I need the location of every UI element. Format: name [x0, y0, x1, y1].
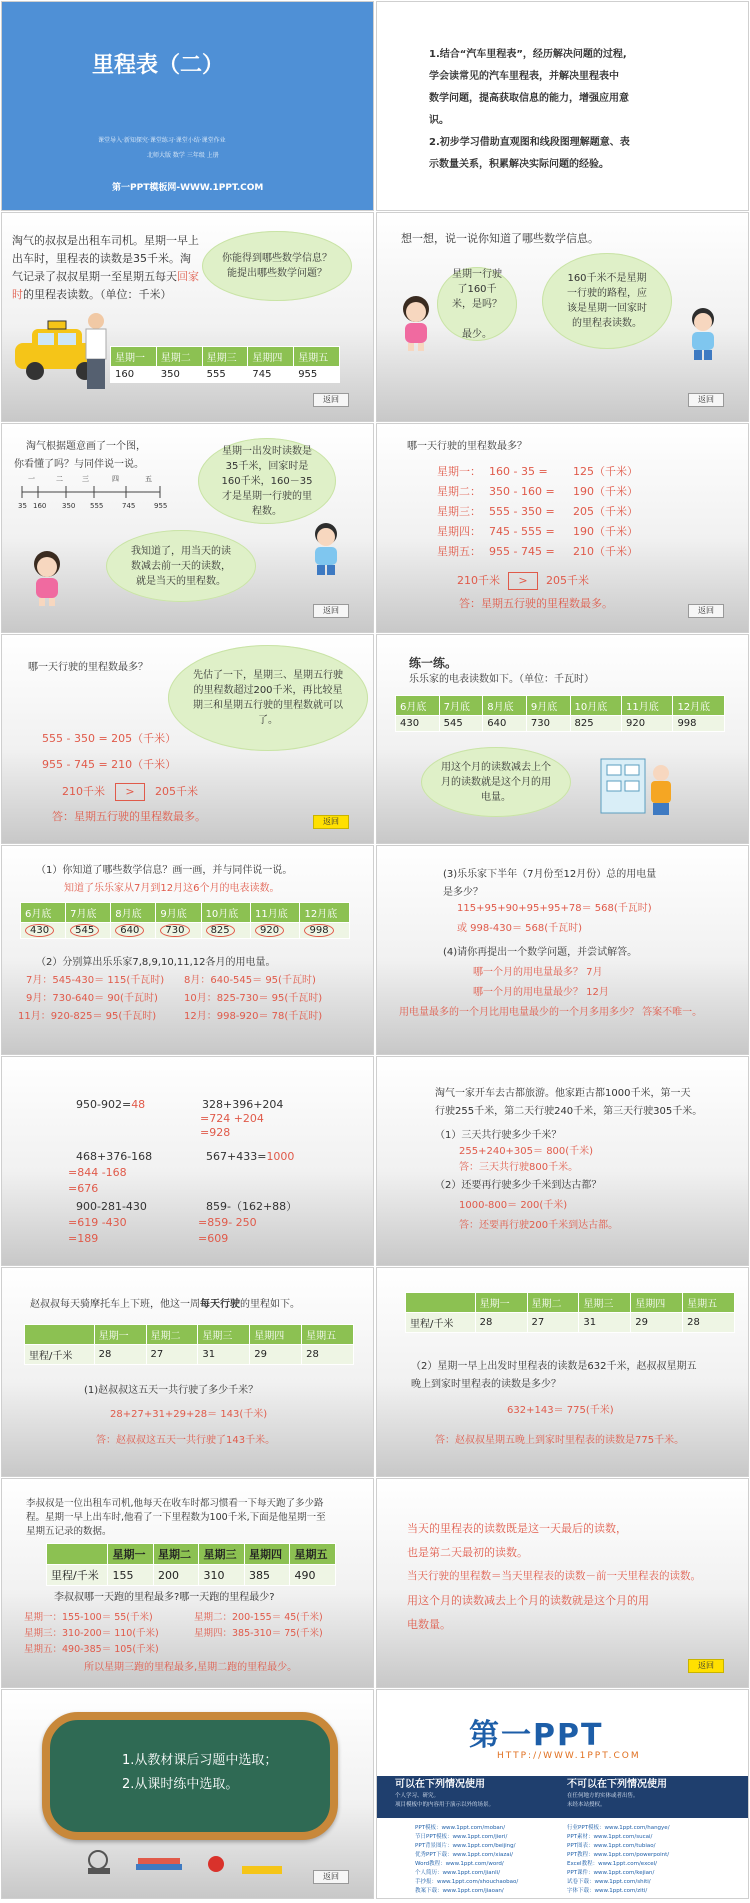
table-cell: 28: [302, 1345, 354, 1365]
expression: 900-281-430: [76, 1200, 147, 1213]
diagram-day: 四: [112, 475, 119, 483]
explain-bubble: 星期一出发时读数是35千米，回家时是160千米，160－35才是星期一行驶的里程数。: [198, 438, 336, 524]
resource-link[interactable]: 手抄报：www.1ppt.com/shouchaobao/: [415, 1879, 519, 1885]
table-header: 星期三: [202, 347, 248, 367]
calc-row: 28+27+31+29+28＝ 143(千米): [110, 1409, 268, 1420]
table-header: 星期三: [579, 1293, 631, 1313]
slide-diagram: [1, 423, 374, 633]
question-text: （2）分别算出乐乐家7,8,9,10,11,12各月的用电量。: [36, 957, 276, 968]
resource-link[interactable]: 教案下载：www.1ppt.com/jiaoan/: [415, 1888, 504, 1894]
question-text: (3)乐乐家下半年（7月份至12月份）总的用电量: [443, 869, 657, 880]
table-header: 星期四: [631, 1293, 683, 1313]
boy-illustration: [683, 305, 723, 361]
problem-line: 出车时，里程表的读数是35千米。淘: [12, 252, 191, 265]
expression-step: =189: [68, 1232, 99, 1245]
mileage-table: [24, 1324, 354, 1365]
table-header: 星期五: [302, 1325, 354, 1345]
diagram-number: 350: [62, 502, 76, 510]
answer-text: 答：赵叔叔这五天一共行驶了143千米。: [96, 1435, 276, 1446]
calc-row: 星期四： 745 - 555 = 190（千米）: [437, 525, 638, 538]
back-button[interactable]: 返回: [313, 393, 349, 407]
slide-trip: [376, 1056, 749, 1266]
resource-link[interactable]: PPT背景图片：www.1ppt.com/beijing/: [415, 1843, 516, 1849]
table-cell: 385: [244, 1565, 290, 1586]
table-header: 星期一: [94, 1325, 146, 1345]
table-cell: 31: [579, 1313, 631, 1333]
question-text: （2）星期一早上出发时里程表的读数是632千米，赵叔叔星期五: [411, 1361, 697, 1372]
slide-estimate: [1, 634, 374, 844]
table-cell: 998: [300, 923, 350, 939]
resource-link[interactable]: Excel教程：www.1ppt.com/excel/: [567, 1861, 658, 1867]
diagram-number: 160: [33, 502, 47, 510]
expression-step: =619 -430: [68, 1216, 127, 1229]
table-header: 8月底: [483, 696, 527, 716]
table-header: 11月底: [621, 696, 672, 716]
slide-title-site: 第一PPT模板网-WWW.1PPT.COM: [112, 183, 264, 193]
question-text: （2）还要再行驶多少千米到达古都？: [435, 1180, 602, 1191]
mileage-table: [110, 346, 340, 383]
resource-link[interactable]: PPT素材：www.1ppt.com/sucai/: [567, 1834, 653, 1840]
diagram-number: 555: [90, 502, 104, 510]
table-cell: 28: [94, 1345, 146, 1365]
girl-illustration: [393, 291, 439, 351]
slide-heading: 想一想，说一说你知道了哪些数学信息。: [401, 232, 599, 245]
resource-link[interactable]: 试卷下载：www.1ppt.com/shiti/: [567, 1879, 651, 1885]
table-header: 12月底: [300, 903, 350, 923]
desk-items-illustration: [76, 1840, 296, 1880]
table-header: 星期四: [250, 1325, 302, 1345]
slide-arithmetic: [1, 1056, 374, 1266]
slide-heading: 哪一天行驶的里程数最多？: [407, 441, 527, 452]
summary-line: 电数量。: [407, 1618, 451, 1631]
slide-goals: [376, 1, 749, 211]
cannot-use-title: 不可以在下列情况使用: [567, 1779, 667, 1790]
slide-think: [376, 212, 749, 422]
expression: 859-（162+88）: [206, 1200, 298, 1213]
boy-bubble: 160千米不是星期一行驶的路程，应该是星期一回家时的里程表读数。: [542, 253, 672, 349]
table-header: 10月底: [201, 903, 250, 923]
table-header: 星期一: [108, 1544, 154, 1565]
answer-text: 答：还要再行驶200千米到达古都。: [459, 1220, 619, 1231]
table-cell: 350: [156, 367, 202, 383]
site-logo: 第一PPT: [469, 1718, 604, 1753]
problem-line: 气记录了叔叔星期一至星期五每天回家: [12, 270, 199, 283]
slide-title-meta: 课堂导入·新知探究·课堂练习·课堂小结·课堂作业: [98, 137, 226, 144]
goal-line: 学会读常见的汽车里程表，并解决里程表中: [429, 71, 619, 82]
calc-row: 星期一： 160 - 35 = 125（千米）: [437, 465, 638, 478]
table-cell: 920: [621, 716, 672, 732]
slide-title: [1, 1, 374, 211]
summary-line: 当天的里程表的读数既是这一天最后的读数，: [407, 1522, 627, 1535]
table-header: 星期四: [248, 347, 294, 367]
slide-meter-q1: [1, 845, 374, 1055]
table-cell: 28: [683, 1313, 735, 1333]
table-header: 星期三: [198, 1325, 250, 1345]
mileage-table: [46, 1543, 336, 1586]
table-cell: 430: [396, 716, 440, 732]
cannot-use-item: 未经本站授权。: [567, 1802, 606, 1808]
calc-row: 632+143＝ 775(千米): [507, 1405, 614, 1416]
question-bubble: 你能得到哪些数学信息？能提出哪些数学问题？: [202, 231, 352, 301]
can-use-title: 可以在下列情况使用: [395, 1779, 485, 1790]
table-cell: 430: [21, 923, 66, 939]
table-header: 星期一: [111, 347, 157, 367]
driver-illustration: [82, 311, 110, 391]
resource-link[interactable]: PPT图表：www.1ppt.com/tubiao/: [567, 1843, 656, 1849]
slide-title-meta2: 北师大版 数学 三年级 上册: [147, 152, 219, 159]
table-header: 星期二: [146, 1325, 198, 1345]
expression: 950-902=48: [76, 1098, 146, 1111]
calc-row: 或 998-430＝ 568(千瓦时): [457, 923, 583, 934]
table-header: 星期一: [475, 1293, 527, 1313]
question-text: (1)赵叔叔这五天一共行驶了多少千米？: [84, 1385, 259, 1396]
resource-link[interactable]: 个人简历：www.1ppt.com/jianli/: [415, 1870, 501, 1876]
calc-row: 星期三：310-200＝ 110(千米) 星期四：385-310＝ 75(千米): [24, 1628, 323, 1639]
table-cell: 29: [631, 1313, 683, 1333]
expression: 468+376-168: [76, 1150, 153, 1163]
diagram-number: 955: [154, 502, 168, 510]
question-text: （1）你知道了哪些数学信息？画一画，并与同伴说一说。: [36, 865, 293, 876]
calc-row: 哪一个月的用电量最多？ 7月: [473, 967, 603, 978]
expression: 567+433=1000: [206, 1150, 295, 1163]
links-right: [567, 1824, 670, 1896]
table-row-label: 里程/千米: [406, 1313, 476, 1333]
table-header: 9月底: [526, 696, 570, 716]
slide-heading: 哪一天行驶的里程数最多？: [28, 662, 148, 673]
summary-line: 当天行驶的里程数＝当天里程表的读数－前一天里程表的读数。: [407, 1570, 701, 1582]
question-text: 晚上到家时里程表的读数是多少？: [411, 1379, 561, 1390]
table-cell: 555: [202, 367, 248, 383]
table-cell: 27: [146, 1345, 198, 1365]
answer-text: 知道了乐乐家从7月到12月这6个月的电表读数。: [64, 883, 280, 894]
table-header: [406, 1293, 476, 1313]
diagram-day: 一: [28, 475, 35, 483]
table-cell: 825: [570, 716, 621, 732]
resource-link[interactable]: 行业PPT模板：www.1ppt.com/hangye/: [567, 1825, 670, 1831]
calc-row: 7月：545-430＝ 115(千瓦时) 8月：640-545＝ 95(千瓦时): [26, 975, 316, 986]
hint-bubble: 用这个月的读数减去上个月的读数就是这个月的用电量。: [421, 747, 571, 817]
meter-table: [395, 695, 725, 732]
table-header: [25, 1325, 95, 1345]
problem-line: 淘气的叔叔是出租车司机。星期一早上: [12, 234, 199, 247]
goal-line: 识。: [429, 115, 449, 126]
table-cell: 745: [248, 367, 294, 383]
slide-taxi: [1, 212, 374, 422]
calc-row: 星期三： 555 - 350 = 205（千米）: [437, 505, 638, 518]
slide-summary: [376, 1478, 749, 1688]
question-text: (4)请你再提出一个数学问题，并尝试解答。: [443, 947, 638, 958]
table-cell: 955: [294, 367, 340, 383]
girl-bubble: 星期一行驶了160千米，是吗？ 最少。: [437, 267, 517, 341]
cannot-use-item: 在任何地方的实体或者出售。: [567, 1793, 639, 1799]
answer-text: 答：星期五行驶的里程数最多。: [459, 597, 613, 610]
problem-line: 李叔叔是一位出租车司机,他每天在收车时都习惯看一下每天跑了多少路: [26, 1498, 324, 1509]
answer-text: 答：三天共行驶800千米。: [459, 1162, 579, 1173]
calc-row: 255+240+305＝ 800(千米): [459, 1146, 594, 1157]
back-button[interactable]: 返回: [688, 393, 724, 407]
question-text: （1）三天共行驶多少千米？: [435, 1130, 562, 1141]
slide-motorcycle: [1, 1267, 374, 1477]
table-header: 7月底: [66, 903, 111, 923]
table-cell: 28: [475, 1313, 527, 1333]
resource-link[interactable]: Word教程：www.1ppt.com/word/: [415, 1861, 504, 1867]
back-button[interactable]: 返回: [688, 604, 724, 618]
resource-link[interactable]: 优秀PPT下载：www.1ppt.com/xiazai/: [415, 1852, 514, 1858]
table-cell: 310: [199, 1565, 245, 1586]
problem-line: 行驶255千米，第二天行驶240千米，第三天行驶305千米。: [435, 1106, 703, 1117]
table-header: [47, 1544, 108, 1565]
slide-subtitle: 乐乐家的电表读数如下。（单位：千瓦时）: [409, 674, 594, 685]
slide-heading: 练一练。: [409, 656, 458, 670]
slide-text: 淘气根据题意画了一个图，: [26, 441, 146, 452]
resource-link[interactable]: PPT教程：www.1ppt.com/powerpoint/: [567, 1852, 670, 1858]
table-header: 星期四: [244, 1544, 290, 1565]
calc-row: 115+95+90+95+95+78＝ 568(千瓦时): [457, 903, 652, 914]
back-button[interactable]: 返回: [313, 1870, 349, 1884]
links-left: [415, 1824, 518, 1896]
calc-row: 星期五：490-385＝ 105(千米): [24, 1644, 159, 1655]
diagram-day: 二: [56, 475, 63, 483]
table-header: 星期二: [527, 1293, 579, 1313]
homework-line: 2.从课时练中选取。: [122, 1777, 239, 1792]
expression-step: =859- 250: [198, 1216, 257, 1229]
table-header: 星期五: [290, 1544, 336, 1565]
homework-line: 1.从教材课后习题中选取；: [122, 1753, 278, 1768]
resource-link[interactable]: PPT模板：www.1ppt.com/moban/: [415, 1825, 506, 1831]
table-header: 11月底: [251, 903, 300, 923]
slide-meter-q3: [376, 845, 749, 1055]
calc-row: 555 - 350 = 205（千米）: [42, 732, 177, 745]
expression-step: =609: [198, 1232, 229, 1245]
table-header: 星期三: [199, 1544, 245, 1565]
goal-line: 1.结合“汽车里程表”，经历解决问题的过程,: [429, 49, 627, 60]
estimate-bubble: 先估了一下，星期三、星期五行驶的里程数超过200千米，再比较星期三和星期五行驶的里程数就可以了。: [168, 645, 368, 751]
problem-line: 星期五记录的数据。: [26, 1526, 112, 1537]
conclusion-bubble: 我知道了，用当天的读数减去前一天的读数，就是当天的里程数。: [106, 530, 256, 602]
expression-step: =928: [200, 1126, 231, 1139]
answer-text: 答：星期五行驶的里程数最多。: [52, 810, 206, 823]
slide-text: 你看懂了吗？与同伴说一说。: [14, 459, 144, 470]
boy-illustration: [306, 520, 346, 576]
table-header: 7月底: [439, 696, 483, 716]
answer-text: 所以星期三跑的里程最多,星期二跑的里程最少。: [84, 1662, 298, 1673]
slide-taxi2: [1, 1478, 374, 1688]
question-text: 是多少？: [443, 887, 483, 898]
problem-line: 程。星期一早上出车时,他看了一下里程数为100千米,下面是他星期一至: [26, 1512, 326, 1523]
table-header: 9月底: [156, 903, 201, 923]
girl-illustration: [24, 546, 70, 606]
table-header: 10月底: [570, 696, 621, 716]
table-cell: 640: [111, 923, 156, 939]
back-button[interactable]: 返回: [313, 604, 349, 618]
can-use-item: 项目模板中的内容用于演示以外的场景。: [395, 1802, 495, 1808]
table-cell: 825: [201, 923, 250, 939]
problem-line: 赵叔叔每天骑摩托车上下班，他这一周每天行驶的里程如下。: [30, 1299, 300, 1310]
goal-line: 示数量关系，积累解决实际问题的经验。: [429, 159, 609, 170]
table-header: 星期二: [153, 1544, 199, 1565]
back-button[interactable]: 返回: [688, 1659, 724, 1673]
table-header: 12月底: [673, 696, 725, 716]
compare-row: 210千米 > 205千米: [457, 572, 589, 590]
calc-row: 星期五： 955 - 745 = 210（千米）: [437, 545, 638, 558]
expression-step: =676: [68, 1182, 99, 1195]
site-url: HTTP://WWW.1PPT.COM: [497, 1751, 641, 1761]
resource-link[interactable]: 节日PPT模板：www.1ppt.com/jieri/: [415, 1834, 508, 1840]
table-cell: 730: [156, 923, 201, 939]
table-cell: 730: [526, 716, 570, 732]
table-cell: 29: [250, 1345, 302, 1365]
table-cell: 155: [108, 1565, 154, 1586]
table-row-label: 里程/千米: [25, 1345, 95, 1365]
table-cell: 27: [527, 1313, 579, 1333]
expression-step: =844 -168: [68, 1166, 127, 1179]
problem-line: 时的里程表读数。（单位：千米）: [12, 288, 172, 301]
table-row-label: 里程/千米: [47, 1565, 108, 1586]
expression-step: =724 +204: [200, 1112, 264, 1125]
can-use-item: 个人学习、研究。: [395, 1793, 440, 1799]
resource-link[interactable]: PPT课件：www.1ppt.com/kejian/: [567, 1870, 655, 1876]
back-button[interactable]: 返回: [313, 815, 349, 829]
table-header: 星期五: [294, 347, 340, 367]
table-cell: 31: [198, 1345, 250, 1365]
answer-text: 答：赵叔叔星期五晚上到家时里程表的读数是775千米。: [435, 1435, 685, 1446]
table-header: 星期五: [683, 1293, 735, 1313]
slide-homework: [1, 1689, 374, 1899]
slide-credits: [376, 1689, 749, 1899]
table-header: 星期二: [156, 347, 202, 367]
table-cell: 545: [66, 923, 111, 939]
calc-row: 1000-800＝ 200(千米): [459, 1200, 568, 1211]
table-cell: 200: [153, 1565, 199, 1586]
calc-row: 955 - 745 = 210（千米）: [42, 758, 177, 771]
table-cell: 920: [251, 923, 300, 939]
expression: 328+396+204: [202, 1098, 284, 1111]
goal-line: 数学问题，提高获取信息的能力，增强应用意: [429, 93, 629, 104]
calc-row: 11月：920-825＝ 95(千瓦时) 12月：998-920＝ 78(千瓦时): [18, 1011, 323, 1022]
table-cell: 490: [290, 1565, 336, 1586]
table-header: 8月底: [111, 903, 156, 923]
table-cell: 160: [111, 367, 157, 383]
electric-meter-illustration: [597, 755, 681, 817]
calc-row: 哪一个月的用电量最少？ 12月: [473, 987, 609, 998]
table-header: 6月底: [21, 903, 66, 923]
table-cell: 545: [439, 716, 483, 732]
diagram-day: 五: [145, 475, 152, 483]
slide-practice: [376, 634, 749, 844]
calc-row: 用电量最多的一个月比用电量最少的一个月多用多少？ 答案不唯一。: [399, 1007, 703, 1018]
problem-line: 淘气一家开车去古都旅游。他家距古都1000千米，第一天: [435, 1088, 691, 1099]
table-cell: 640: [483, 716, 527, 732]
slide-calc-days: [376, 423, 749, 633]
goal-line: 2.初步学习借助直观图和线段图理解题意、表: [429, 137, 630, 148]
calc-row: 星期二： 350 - 160 = 190（千米）: [437, 485, 638, 498]
calc-row: 9月：730-640＝ 90(千瓦时) 10月：825-730＝ 95(千瓦时): [26, 993, 323, 1004]
calc-row: 星期一：155-100＝ 55(千米) 星期二：200-155＝ 45(千米): [24, 1612, 323, 1623]
diagram-day: 三: [82, 475, 89, 483]
slide-title-heading: 里程表（二）: [92, 53, 225, 78]
slide-motorcycle-q2: [376, 1267, 749, 1477]
summary-line: 用这个月的读数减去上个月的读数就是这个月的用: [407, 1594, 649, 1607]
table-cell: 998: [673, 716, 725, 732]
summary-line: 也是第二天最初的读数。: [407, 1546, 528, 1559]
table-header: 6月底: [396, 696, 440, 716]
diagram-number: 35: [18, 502, 27, 510]
resource-link[interactable]: 字体下载：www.1ppt.com/ziti/: [567, 1888, 648, 1894]
question-text: 李叔叔哪一天跑的里程最多?哪一天跑的里程最少?: [54, 1592, 275, 1603]
compare-row: 210千米 > 205千米: [62, 783, 198, 801]
mileage-table: [405, 1292, 735, 1333]
meter-table: [20, 902, 350, 939]
diagram-number: 745: [122, 502, 136, 510]
